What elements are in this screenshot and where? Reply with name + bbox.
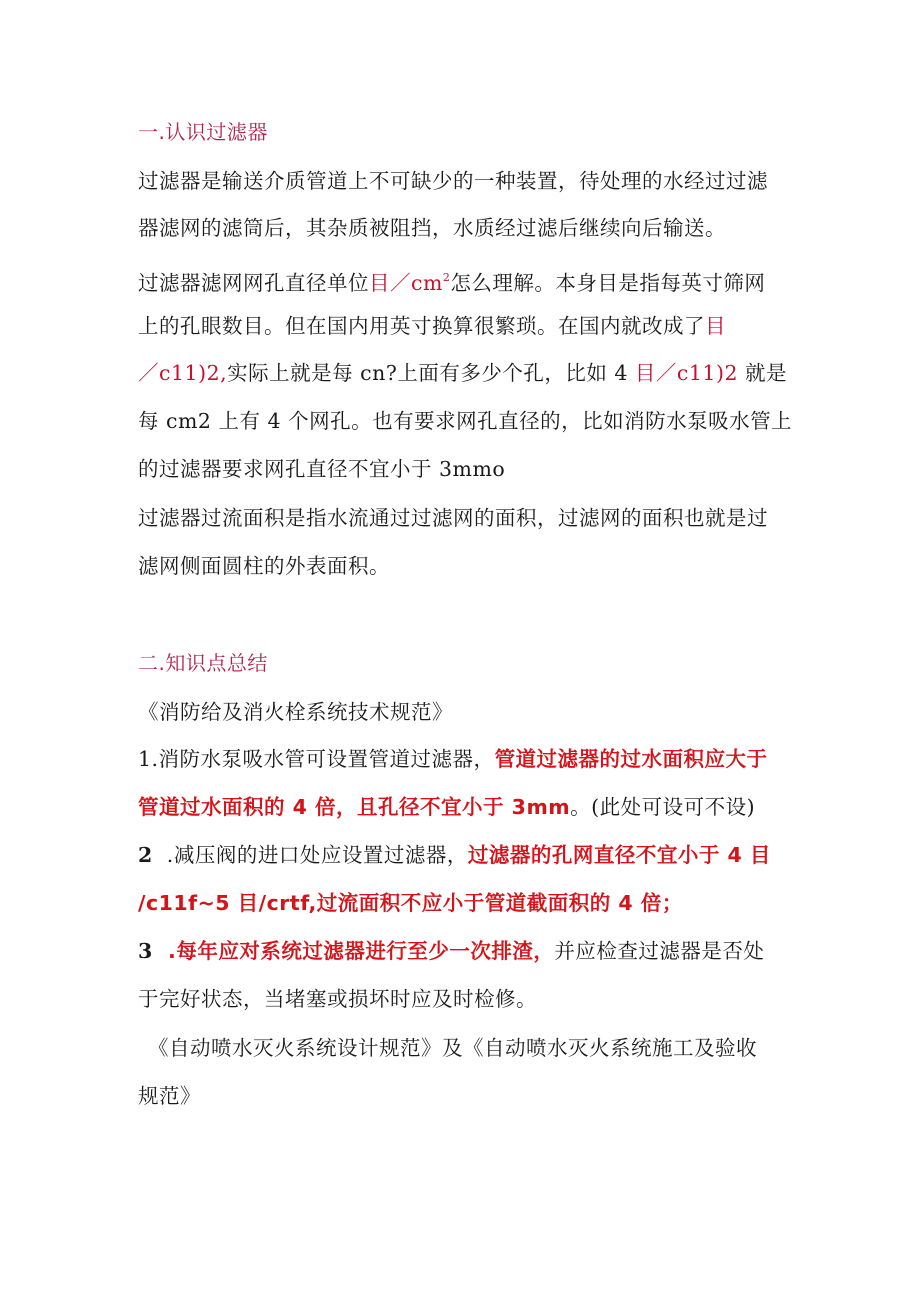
list-item-continued xyxy=(138,888,683,918)
paragraph-line: 滤网侧面圆柱的外表面积。 xyxy=(138,554,390,578)
paragraph-line xyxy=(138,358,787,388)
section-heading-1: 一.认识过滤器 xyxy=(138,120,268,144)
list-item-continued xyxy=(138,792,755,822)
paragraph-line: 每 cm2 上有 4 个网孔。也有要求网孔直径的，比如消防水泵吸水管上 xyxy=(138,409,793,433)
text-span: 1.消防水泵吸水管可设置管道过滤器， xyxy=(138,747,495,771)
text-span: 怎么理解。本身目是指每英寸筛网 xyxy=(450,271,766,295)
paragraph-line: 器滤网的滤筒后，其杂质被阻挡，水质经过滤后继续向后输送。 xyxy=(138,216,726,240)
unit-highlight: 目／cm xyxy=(369,271,443,295)
section-heading-2: 二.知识点总结 xyxy=(138,651,268,675)
text-span: .减压阀的进口处应设置过滤器， xyxy=(152,843,468,867)
list-item xyxy=(138,744,768,774)
unit-highlight: 目／c11)2 xyxy=(634,361,738,385)
paragraph-line: 过滤器是输送介质管道上不可缺少的一种装置，待处理的水经过过滤 xyxy=(138,169,768,193)
standard-title: 规范》 xyxy=(138,1084,201,1108)
emphasis-text: 管道过滤器的过水面积应大于 xyxy=(494,747,768,771)
unit-highlight: 目 xyxy=(705,314,726,338)
unit-superscript: 2 xyxy=(442,271,451,284)
text-span: 实际上就是每 cn?上面有多少个孔，比如 4 xyxy=(227,361,635,385)
paragraph-line: 过滤器过流面积是指水流通过过滤网的面积，过滤网的面积也就是过 xyxy=(138,506,768,530)
text-span: 上的孔眼数目。但在国内用英寸换算很繁琐。在国内就改成了 xyxy=(138,314,705,338)
emphasis-text: .每年应对系统过滤器进行至少一次排渣， xyxy=(152,939,555,963)
emphasis-text: 管道过水面积的 4 倍，且孔径不宜小于 3mm xyxy=(138,795,571,819)
list-item xyxy=(138,936,764,966)
text-span: 过滤器滤网网孔直径单位 xyxy=(138,271,369,295)
paragraph-line xyxy=(138,311,726,341)
emphasis-text: 过滤器的孔网直径不宜小于 4 目 xyxy=(467,843,771,867)
text-span: 。(此处可设可不设) xyxy=(570,795,756,819)
unit-highlight: ／c11)2, xyxy=(138,361,228,385)
list-number: 3 xyxy=(138,939,153,963)
paragraph-line xyxy=(138,263,765,298)
standard-title: 《消防给及消火栓系统技术规范》 xyxy=(138,700,453,724)
list-item xyxy=(138,840,771,870)
list-item-continued: 于完好状态，当堵塞或损坏时应及时检修。 xyxy=(138,987,537,1011)
paragraph-line: 的过滤器要求网孔直径不宜小于 3mmo xyxy=(138,457,506,481)
standard-title: 《自动喷水灭火系统设计规范》及《自动喷水灭火系统施工及验收 xyxy=(148,1036,757,1060)
text-span: 并应检查过滤器是否处 xyxy=(554,939,765,963)
list-number: 2 xyxy=(138,843,153,867)
emphasis-text: /c11f~5 目/crtf,过流面积不应小于管道截面积的 4 倍； xyxy=(138,891,683,915)
text-span: 就是 xyxy=(738,361,788,385)
